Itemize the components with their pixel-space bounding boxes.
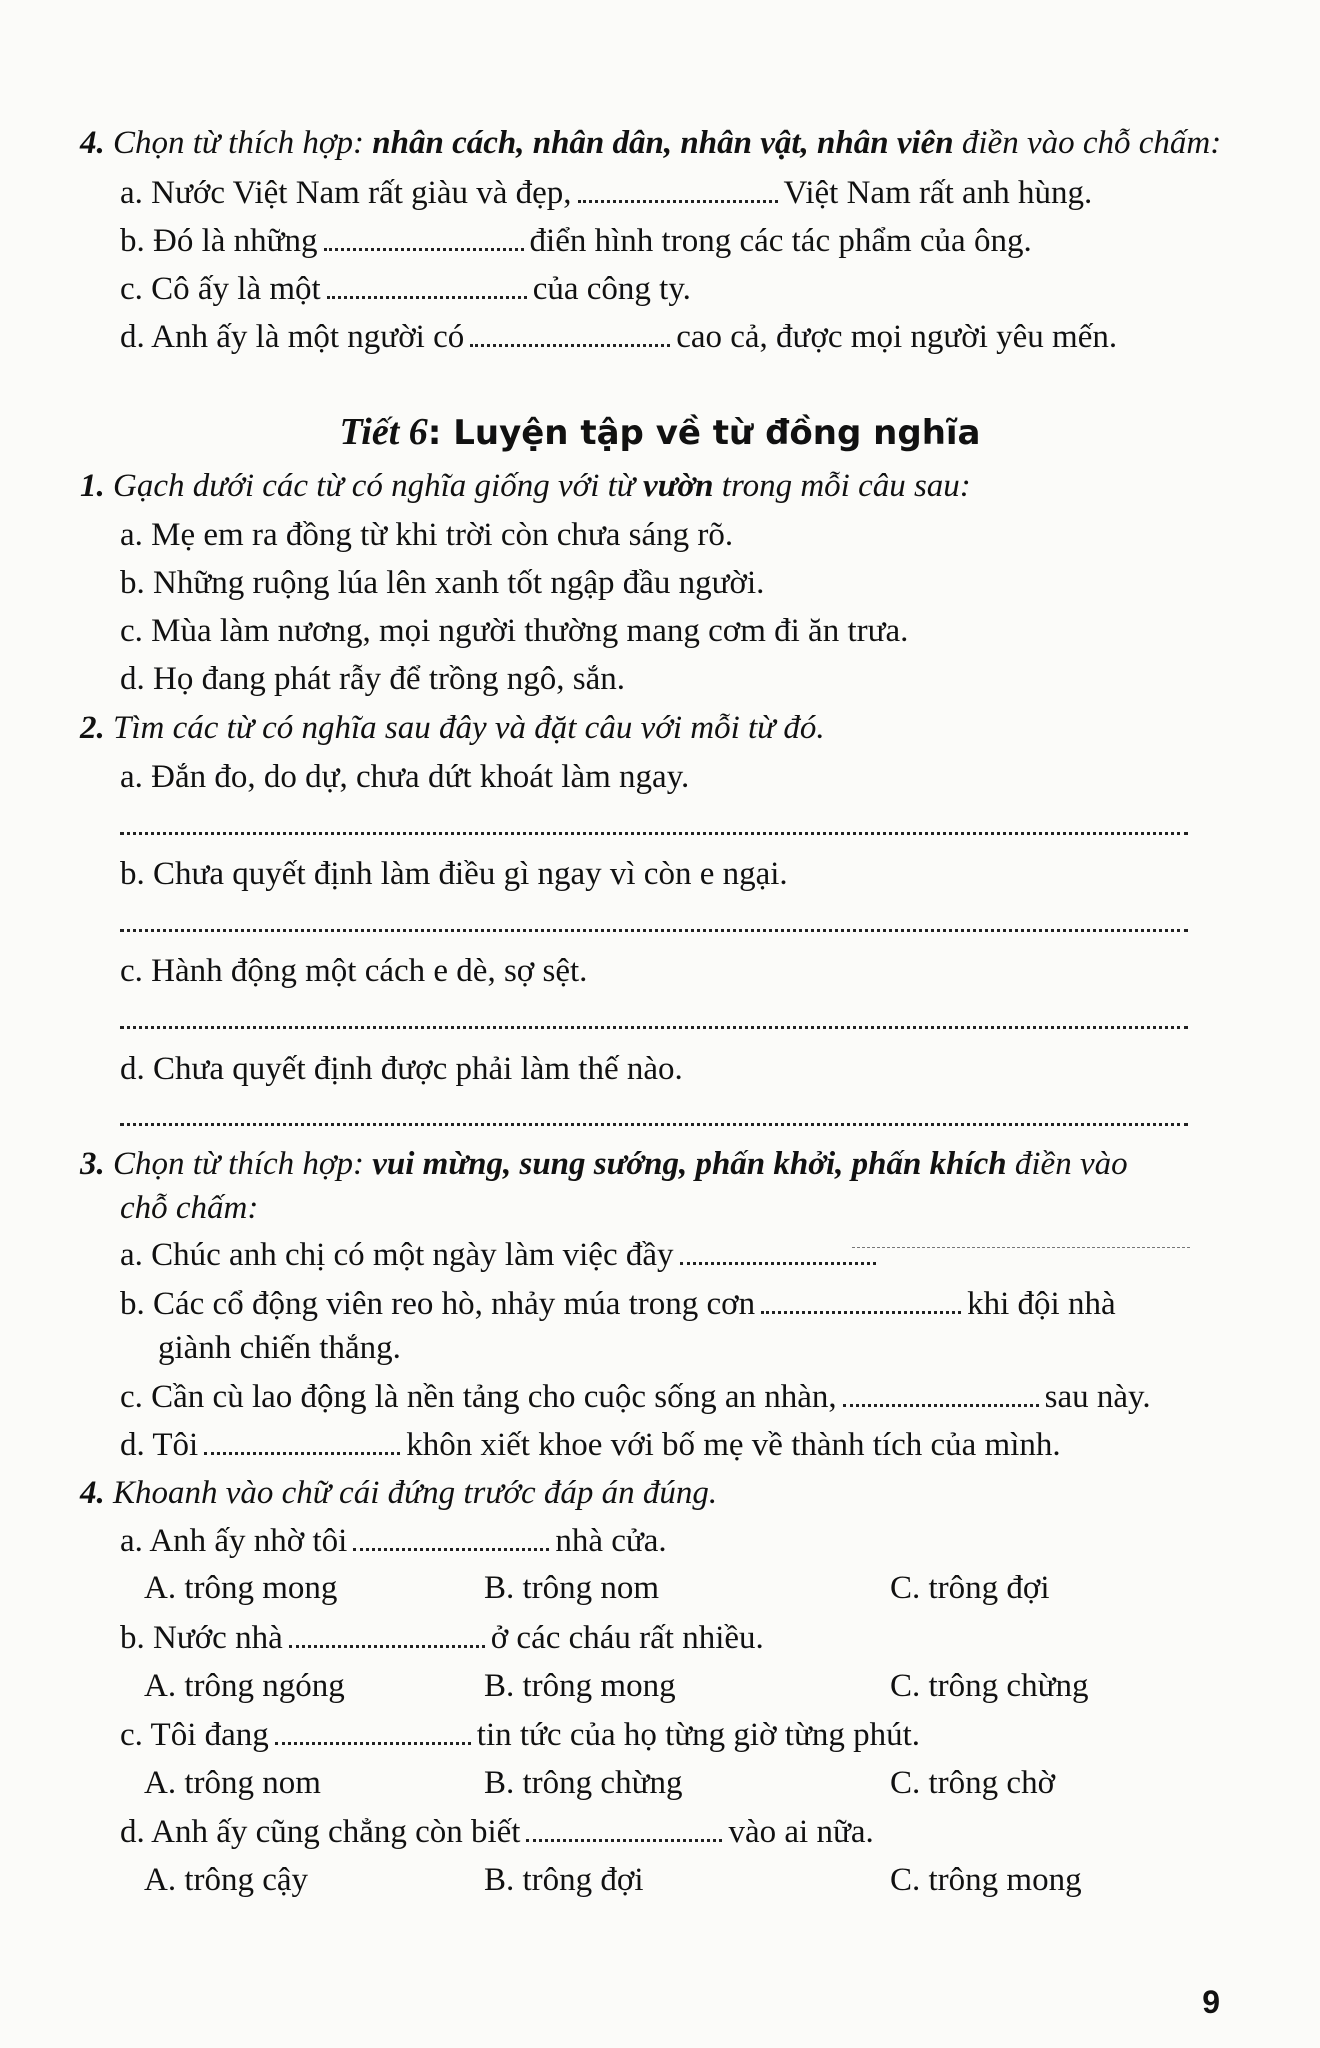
option[interactable]: A. trông ngóng bbox=[144, 1668, 345, 1704]
option[interactable]: C. trông chờ bbox=[890, 1765, 1056, 1801]
blank bbox=[327, 270, 527, 299]
blank bbox=[526, 1813, 722, 1842]
option[interactable]: A. trông mong bbox=[144, 1570, 338, 1606]
lesson-heading: Tiết 6: Luyện tập về từ đồng nghĩa bbox=[339, 411, 981, 453]
blank bbox=[680, 1236, 876, 1265]
faint-line bbox=[852, 1247, 1190, 1248]
option[interactable]: B. trông nom bbox=[484, 1570, 660, 1606]
blank bbox=[289, 1619, 485, 1648]
option[interactable]: C. trông đợi bbox=[890, 1570, 1050, 1606]
option[interactable]: C. trông mong bbox=[890, 1862, 1082, 1898]
answer-line bbox=[120, 929, 1188, 932]
blank bbox=[275, 1716, 471, 1745]
blank bbox=[843, 1378, 1039, 1407]
blank bbox=[578, 174, 778, 203]
answer-line bbox=[120, 1123, 1188, 1126]
option[interactable]: B. trông đợi bbox=[484, 1862, 644, 1898]
option[interactable]: B. trông chừng bbox=[484, 1765, 683, 1801]
answer-line bbox=[120, 832, 1188, 835]
textbook-page: 4. Chọn từ thích hợp: nhân cách, nhân dân, nhân vật, nhân viên điền vào chỗ chấm: a. Nước Việt Nam rất giàu và đẹp, Việt Nam rất anh hùng. b. Đó là những điển hình trong các tác phẩm của ông. c. Cô ấy là một của công ty. d. Anh ấy là một người có cao cả, được mọi người yêu mến. Tiết 6: Luyện tập về từ đồng nghĩa 1. Gạch dưới các từ có nghĩa giống với từ vườn trong mỗi câu sau: a. Mẹ em ra đồng từ khi trời còn chưa sáng rõ. b. Những ruộng lúa lên xanh tốt ngập đầu người. c. Mùa làm nương, mọi người thường mang cơm đi ăn trưa. d. Họ đang phát rẫy để trồng ngô, sắn. 2. Tìm các từ có nghĩa sau đây và đặt câu với mỗi từ đó. a. Đắn đo, do dự, chưa dứt khoát làm ngay. b. Chưa quyết định làm điều gì ngay vì còn e ngại. c. Hành động một cách e dè, sợ sệt. d. Chưa quyết định được phải làm thế nào. 3. Chọn từ thích hợp: vui mừng, sung sướng, phấn khởi, phấn khích điền vào chỗ chấm: a. Chúc anh chị có một ngày làm việc đầy b. Các cổ động viên reo hò, nhảy múa trong cơn khi đội nhà giành chiến thắng. c. Cần cù lao động là nền tảng cho cuộc sống an nhàn, sau này. d. Tôi khôn xiết khoe với bố mẹ về thành tích của mình. 4. Khoanh vào chữ cái đứng trước đáp án đúng. a. Anh ấy nhờ tôi nhà cửa. A. trông mong B. trông nom C. trông đợi b. Nước nhà ở các cháu rất nhiều. A. trông ngóng B. trông mong C. trông chừng c. Tôi đang tin tức của họ từng giờ từng phút. A. trông nom B. trông chừng C. trông chờ d. Anh ấy cũng chẳng còn biết vào ai nữa. A. trông cậy B. trông đợi C. trông mong 9 bbox=[0, 0, 1320, 2048]
option[interactable]: A. trông cậy bbox=[144, 1862, 309, 1898]
option[interactable]: A. trông nom bbox=[144, 1765, 321, 1801]
blank bbox=[470, 318, 670, 347]
answer-line bbox=[120, 1026, 1188, 1029]
blank bbox=[204, 1426, 400, 1455]
blank bbox=[761, 1285, 961, 1314]
blank bbox=[324, 222, 524, 251]
option[interactable]: B. trông mong bbox=[484, 1668, 676, 1704]
exercise-number: 4. bbox=[80, 125, 105, 161]
page-number: 9 bbox=[1202, 1984, 1220, 2020]
option[interactable]: C. trông chừng bbox=[890, 1668, 1089, 1704]
blank bbox=[353, 1522, 549, 1551]
